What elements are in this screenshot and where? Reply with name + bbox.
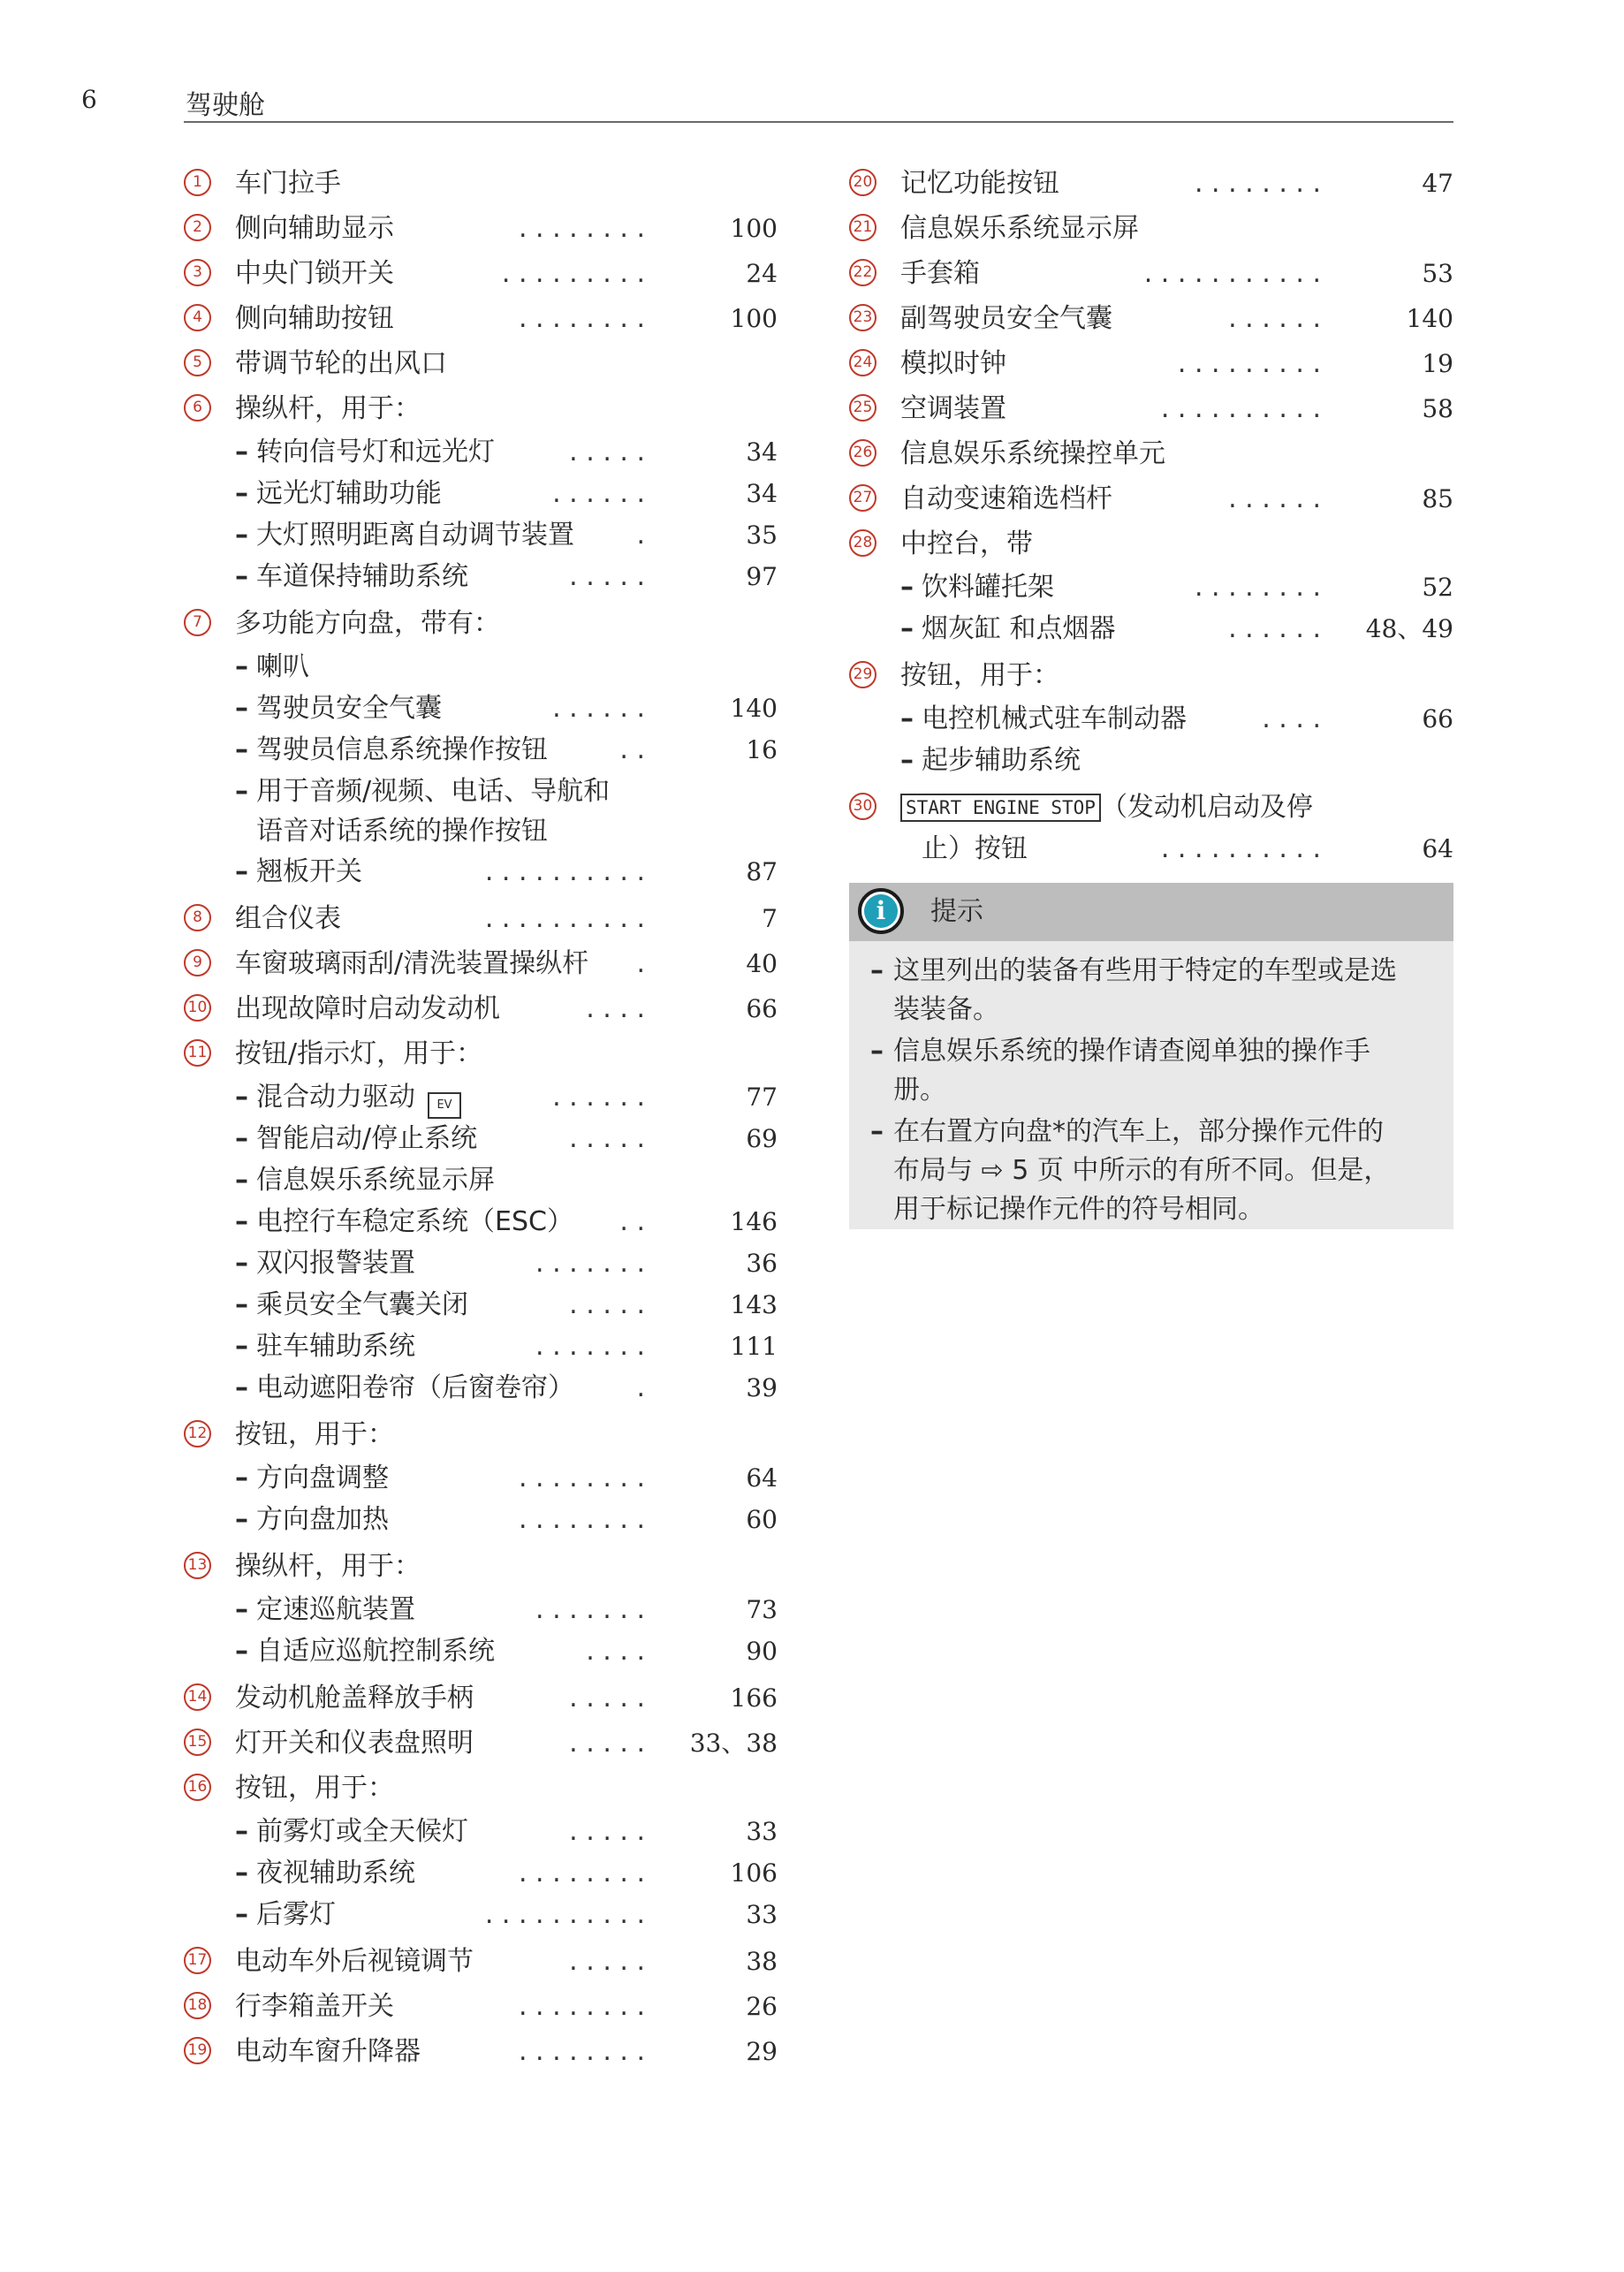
legend-sublabel: – 转向信号灯和远光灯 <box>235 431 495 473</box>
legend-label: 电动车窗升降器 <box>235 2036 421 2067</box>
leader-dots: . . . . . . . . <box>518 1991 645 2022</box>
page-ref: 29 <box>746 2037 778 2066</box>
dash-bullet: – <box>235 1248 248 1279</box>
leader-dots: . . . . . <box>569 1816 645 1847</box>
leader-dots: . . . . <box>1262 703 1321 734</box>
callout-number: 21 <box>849 214 877 241</box>
page-ref: 36 <box>746 1249 778 1278</box>
note-item: – 在右置方向盘*的汽车上，部分操作元件的 布局与 ⇨ 5 页 中所示的有所不同。但是， 用于标记操作元件的符号相同。 <box>870 1113 1445 1229</box>
leader-dots: . <box>636 520 645 551</box>
page-ref: 48、49 <box>1365 614 1453 643</box>
legend-sublabel: – 驾驶员安全气囊 <box>235 688 442 729</box>
leader-dots: . . . . . . . . . . <box>1160 833 1321 864</box>
dash-bullet: – <box>235 1289 248 1320</box>
legend-label: 副驾驶员安全气囊 <box>900 303 1112 334</box>
dash-bullet: – <box>235 1504 248 1535</box>
page-ref: 38 <box>746 1947 778 1976</box>
callout-number: 13 <box>184 1552 211 1579</box>
callout-number: 9 <box>184 949 211 976</box>
page-ref: 35 <box>746 521 778 550</box>
legend-label: 发动机舱盖释放手柄 <box>235 1683 474 1713</box>
leader-dots: . <box>636 948 645 979</box>
legend-sublabel: – 饮料罐托架 <box>900 566 1054 608</box>
legend-subitem <box>184 1499 778 1540</box>
leader-dots: . . . . . . . . <box>518 303 645 334</box>
dash-bullet: – <box>235 1816 248 1847</box>
legend-label: 出现故障时启动发动机 <box>235 993 500 1024</box>
dash-bullet: – <box>900 613 914 644</box>
page-ref: 140 <box>1406 304 1453 333</box>
page-ref: 34 <box>746 437 778 467</box>
leader-dots: . . . . . . . . <box>518 1504 645 1535</box>
legend-continuation-label: 语音对话系统的操作按钮 <box>256 816 548 847</box>
legend-item <box>184 1544 778 1589</box>
callout-number: 28 <box>849 529 877 557</box>
legend-item <box>849 653 1453 698</box>
page-ref: 85 <box>1422 484 1453 513</box>
callout-number: 29 <box>849 661 877 688</box>
callout-number: 22 <box>849 259 877 286</box>
dash-bullet: – <box>235 1899 248 1930</box>
legend-continuation-label: 止）按钮 <box>922 833 1028 864</box>
legend-item <box>849 521 1453 566</box>
leader-dots: . . . . . . . . . <box>501 258 645 289</box>
legend-subitem <box>184 473 778 514</box>
legend-subitem <box>184 688 778 729</box>
legend-subitem <box>184 1589 778 1630</box>
page-number: 6 <box>81 85 97 114</box>
legend-subitem <box>184 1076 778 1118</box>
legend-subitem <box>184 1457 778 1499</box>
page-ref: 7 <box>762 904 778 933</box>
dash-bullet: – <box>235 1123 248 1154</box>
callout-number: 2 <box>184 214 211 241</box>
legend-item <box>184 341 778 386</box>
legend-label: 按钮/指示灯，用于： <box>235 1038 483 1069</box>
callout-number: 27 <box>849 484 877 512</box>
dash-bullet: – <box>235 520 248 551</box>
callout-number: 5 <box>184 349 211 376</box>
legend-item <box>184 206 778 251</box>
legend-label: 按钮，用于： <box>235 1419 394 1450</box>
page-ref: 97 <box>746 562 778 591</box>
leader-dots: . . . . . . . . . . <box>484 1899 645 1930</box>
legend-item <box>184 1984 778 2029</box>
page-ref: 33、38 <box>689 1729 778 1758</box>
dash-bullet: – <box>870 955 884 986</box>
legend-item <box>184 251 778 296</box>
page-ref: 47 <box>1422 169 1453 198</box>
legend-subitem <box>184 514 778 556</box>
legend-sublabel: – 烟灰缸 和点烟器 <box>900 608 1116 650</box>
page-ref: 58 <box>1422 394 1453 423</box>
page-ref: 60 <box>746 1505 778 1534</box>
callout-number: 6 <box>184 394 211 422</box>
legend-continuation <box>184 812 778 851</box>
hybrid-ev-icon: EV <box>428 1092 461 1119</box>
page-ref: 53 <box>1422 259 1453 288</box>
legend-item <box>849 206 1453 251</box>
legend-sublabel: – 前雾灯或全天候灯 <box>235 1811 468 1852</box>
legend-label: 中控台，带 <box>900 528 1033 559</box>
legend-sublabel: – 双闪报警装置 <box>235 1242 415 1284</box>
legend-subitem <box>184 1326 778 1367</box>
page-ref: 24 <box>746 259 778 288</box>
dash-bullet: – <box>235 1372 248 1403</box>
legend-item <box>849 296 1453 341</box>
legend-subitem <box>184 1630 778 1672</box>
legend-item <box>184 1939 778 1984</box>
legend-sublabel: – 方向盘加热 <box>235 1499 389 1540</box>
legend-label: 带调节轮的出风口 <box>235 348 447 379</box>
legend-subitem <box>184 1367 778 1409</box>
legend-item <box>849 431 1453 476</box>
leader-dots: . . . . . . . . <box>518 2036 645 2067</box>
leader-dots: . . . . . <box>569 561 645 592</box>
callout-number: 4 <box>184 304 211 331</box>
page-ref: 106 <box>730 1858 778 1888</box>
leader-dots: . . . . . <box>569 1683 645 1713</box>
dash-bullet: – <box>235 693 248 724</box>
callout-number: 7 <box>184 609 211 636</box>
legend-label: 模拟时钟 <box>900 348 1006 379</box>
legend-label: 信息娱乐系统操控单元 <box>900 438 1165 469</box>
legend-item <box>849 341 1453 386</box>
legend-item <box>184 1031 778 1076</box>
callout-number: 17 <box>184 1947 211 1974</box>
legend-label: 空调装置 <box>900 393 1006 424</box>
callout-number: 23 <box>849 304 877 331</box>
leader-dots: . . . . . . . . . . . <box>1143 258 1321 289</box>
leader-dots: . . . . . <box>569 1289 645 1320</box>
page-ref: 26 <box>746 1992 778 2021</box>
callout-number: 16 <box>184 1774 211 1801</box>
legend-sublabel: – 乘员安全气囊关闭 <box>235 1284 468 1326</box>
start-engine-stop-key: START ENGINE STOP <box>900 794 1101 822</box>
legend-subitem <box>184 1811 778 1852</box>
legend-subitem <box>184 771 778 812</box>
dash-bullet: – <box>870 1116 884 1147</box>
callout-number: 25 <box>849 394 877 422</box>
legend-item <box>184 1676 778 1721</box>
callout-number: 1 <box>184 169 211 196</box>
leader-dots: . . . . . . . . . <box>1177 348 1321 379</box>
page-ref: 77 <box>746 1083 778 1112</box>
legend-subitem <box>184 1118 778 1159</box>
callout-number: 3 <box>184 259 211 286</box>
dash-bullet: – <box>235 1463 248 1493</box>
leader-dots: . <box>636 1372 645 1403</box>
legend-item <box>184 986 778 1031</box>
legend-label: 组合仪表 <box>235 903 341 934</box>
leader-dots: . . . . . . . . . . <box>484 856 645 887</box>
callout-number: 18 <box>184 1992 211 2019</box>
legend-item <box>184 896 778 941</box>
legend-sublabel: – 方向盘调整 <box>235 1457 389 1499</box>
leader-dots: . . . . . . . <box>535 1331 645 1362</box>
legend-sublabel: – 智能启动/停止系统 <box>235 1118 477 1159</box>
legend-subitem <box>184 1159 778 1201</box>
dash-bullet: – <box>235 1206 248 1237</box>
legend-item <box>184 1412 778 1457</box>
leader-dots: . . <box>619 1206 645 1237</box>
callout-number: 12 <box>184 1420 211 1448</box>
dash-bullet: – <box>235 1165 248 1196</box>
legend-subitem <box>849 608 1453 650</box>
legend-subitem <box>184 729 778 771</box>
legend-item <box>184 1766 778 1811</box>
legend-sublabel: – 用于音频/视频、电话、导航和 <box>235 771 610 812</box>
leader-dots: . . . . . . . . <box>1194 572 1321 603</box>
leader-dots: . . . . . . <box>1228 613 1321 644</box>
legend-sublabel: – 起步辅助系统 <box>900 740 1081 781</box>
callout-number: 8 <box>184 904 211 931</box>
callout-number: 10 <box>184 994 211 1022</box>
leader-dots: . . . . . . . . <box>1194 168 1321 199</box>
legend-sublabel: – 驾驶员信息系统操作按钮 <box>235 729 548 771</box>
legend-item <box>184 601 778 646</box>
legend-subitem <box>849 566 1453 608</box>
page-ref: 33 <box>746 1900 778 1929</box>
legend-subitem <box>849 740 1453 781</box>
legend-label: 按钮，用于： <box>900 660 1059 691</box>
legend-subitem <box>184 1242 778 1284</box>
leader-dots: . . . . . . <box>552 1082 645 1113</box>
leader-dots: . . . . <box>586 1636 645 1667</box>
dash-bullet: – <box>900 745 914 776</box>
legend-subitem <box>184 851 778 893</box>
legend-label: 电动车外后视镜调节 <box>235 1946 474 1977</box>
page-ref: 100 <box>730 214 778 243</box>
legend-sublabel: – 后雾灯 <box>235 1894 336 1935</box>
dash-bullet: – <box>235 1331 248 1362</box>
legend-label: 手套箱 <box>900 258 980 289</box>
leader-dots: . . . . . . . . <box>518 1858 645 1888</box>
dash-bullet: – <box>235 561 248 592</box>
legend-subitem <box>184 646 778 688</box>
leader-dots: . . . . . . . . <box>518 213 645 244</box>
leader-dots: . . . . . . <box>552 478 645 509</box>
legend-item <box>184 2029 778 2074</box>
dash-bullet: – <box>235 1858 248 1888</box>
leader-dots: . . . . . . . <box>535 1248 645 1279</box>
callout-number: 30 <box>849 793 877 820</box>
legend-sublabel: – 夜视辅助系统 <box>235 1852 415 1894</box>
page-ref: 34 <box>746 479 778 508</box>
page-ref: 39 <box>746 1373 778 1402</box>
legend-item <box>184 386 778 431</box>
note-title: 提示 <box>930 896 983 927</box>
page-ref: 140 <box>730 694 778 723</box>
callout-number: 19 <box>184 2037 211 2064</box>
legend-subitem <box>184 556 778 597</box>
legend-item <box>849 161 1453 206</box>
callout-number: 15 <box>184 1729 211 1756</box>
legend-label: 行李箱盖开关 <box>235 1991 394 2022</box>
page-ref: 33 <box>746 1817 778 1846</box>
page-header-title: 驾驶舱 <box>186 90 265 121</box>
dash-bullet: – <box>235 1594 248 1625</box>
legend-label: 自动变速箱选档杆 <box>900 483 1112 514</box>
leader-dots: . . . . . . . . . . <box>1160 393 1321 424</box>
legend-sublabel: – 喇叭 <box>235 646 309 688</box>
dash-bullet: – <box>235 651 248 682</box>
page-ref: 69 <box>746 1124 778 1153</box>
dash-bullet: – <box>900 703 914 734</box>
legend-continuation <box>849 830 1453 869</box>
legend-label: 操纵杆，用于： <box>235 393 421 424</box>
note-box <box>849 883 1453 1229</box>
legend-label: START ENGINE STOP （发动机启动及停 <box>900 785 1313 830</box>
page-ref: 73 <box>746 1595 778 1624</box>
legend-label: 信息娱乐系统显示屏 <box>900 213 1139 244</box>
callout-number: 14 <box>184 1683 211 1711</box>
legend-subitem <box>849 698 1453 740</box>
legend-column-left <box>184 161 778 2074</box>
dash-bullet: – <box>900 572 914 603</box>
note-header <box>849 883 1453 941</box>
leader-dots: . . <box>619 734 645 765</box>
legend-item <box>849 476 1453 521</box>
legend-label: 灯开关和仪表盘照明 <box>235 1728 474 1759</box>
legend-sublabel: – 电控机械式驻车制动器 <box>900 698 1187 740</box>
dash-bullet: – <box>235 1636 248 1667</box>
page-ref: 52 <box>1422 573 1453 602</box>
legend-sublabel: – 信息娱乐系统显示屏 <box>235 1159 495 1201</box>
leader-dots: . . . . . . . <box>535 1594 645 1625</box>
dash-bullet: – <box>235 734 248 765</box>
legend-subitem <box>184 1201 778 1242</box>
dash-bullet: – <box>235 478 248 509</box>
page-ref: 111 <box>730 1332 778 1361</box>
page-ref: 66 <box>746 994 778 1023</box>
legend-sublabel: – 翘板开关 <box>235 851 362 893</box>
header-rule <box>184 121 1453 123</box>
legend-item <box>184 1721 778 1766</box>
leader-dots: . . . . <box>586 993 645 1024</box>
page-ref: 143 <box>730 1290 778 1319</box>
legend-item <box>184 161 778 206</box>
page-ref: 40 <box>746 949 778 978</box>
note-item: – 信息娱乐系统的操作请查阅单独的操作手 册。 <box>870 1032 1445 1110</box>
legend-sublabel: – 电控行车稳定系统（ESC） <box>235 1201 573 1242</box>
leader-dots: . . . . . <box>569 1946 645 1977</box>
info-icon: i <box>858 888 904 934</box>
callout-number: 24 <box>849 349 877 376</box>
page-ref: 146 <box>730 1207 778 1236</box>
legend-label: 按钮，用于： <box>235 1773 394 1804</box>
callout-number: 26 <box>849 439 877 467</box>
leader-dots: . . . . . . . . . . <box>484 903 645 934</box>
callout-number: 11 <box>184 1039 211 1067</box>
legend-label: 侧向辅助按钮 <box>235 303 394 334</box>
legend-column-right <box>849 161 1453 869</box>
legend-subitem <box>184 431 778 473</box>
leader-dots: . . . . . . <box>1228 303 1321 334</box>
leader-dots: . . . . . <box>569 437 645 467</box>
legend-label: 侧向辅助显示 <box>235 213 394 244</box>
dash-bullet: – <box>235 776 248 807</box>
legend-item <box>849 386 1453 431</box>
page-ref: 16 <box>746 735 778 764</box>
leader-dots: . . . . . <box>569 1728 645 1759</box>
legend-item <box>849 785 1453 830</box>
dash-bullet: – <box>870 1036 884 1067</box>
legend-label: 操纵杆，用于： <box>235 1551 421 1582</box>
leader-dots: . . . . . . . . <box>518 1463 645 1493</box>
page-ref: 19 <box>1422 349 1453 378</box>
legend-item <box>849 251 1453 296</box>
legend-item <box>184 941 778 986</box>
page-ref: 100 <box>730 304 778 333</box>
legend-subitem <box>184 1894 778 1935</box>
page-ref: 166 <box>730 1683 778 1713</box>
leader-dots: . . . . . . <box>1228 483 1321 514</box>
legend-sublabel: – 自适应巡航控制系统 <box>235 1630 495 1672</box>
dash-bullet: – <box>235 437 248 467</box>
page-ref: 66 <box>1422 704 1453 733</box>
callout-number: 20 <box>849 169 877 196</box>
leader-dots: . . . . . . <box>552 693 645 724</box>
legend-sublabel: – 远光灯辅助功能 <box>235 473 442 514</box>
legend-label: 车窗玻璃雨刮/清洗装置操纵杆 <box>235 948 589 979</box>
note-list <box>870 952 1445 1232</box>
dash-bullet: – <box>235 856 248 887</box>
page-ref: 90 <box>746 1637 778 1666</box>
legend-sublabel: – 定速巡航装置 <box>235 1589 415 1630</box>
leader-dots: . . . . . <box>569 1123 645 1154</box>
legend-sublabel: – 车道保持辅助系统 <box>235 556 468 597</box>
legend-sublabel: – 电动遮阳卷帘（后窗卷帘） <box>235 1367 574 1409</box>
legend-sublabel: – 大灯照明距离自动调节装置 <box>235 514 574 556</box>
legend-sublabel: – 驻车辅助系统 <box>235 1326 415 1367</box>
legend-item <box>184 296 778 341</box>
page-ref: 64 <box>746 1463 778 1493</box>
legend-subitem <box>184 1852 778 1894</box>
legend-label: 车门拉手 <box>235 168 341 199</box>
legend-label: 多功能方向盘，带有： <box>235 608 500 639</box>
legend-label: 记忆功能按钮 <box>900 168 1059 199</box>
legend-sublabel: – 混合动力驱动 EV <box>235 1076 461 1119</box>
note-item: – 这里列出的装备有些用于特定的车型或是选 装装备。 <box>870 952 1445 1030</box>
dash-bullet: – <box>235 1082 248 1113</box>
legend-label: 中央门锁开关 <box>235 258 394 289</box>
page-ref: 87 <box>746 857 778 886</box>
legend-subitem <box>184 1284 778 1326</box>
page-ref: 64 <box>1422 834 1453 863</box>
